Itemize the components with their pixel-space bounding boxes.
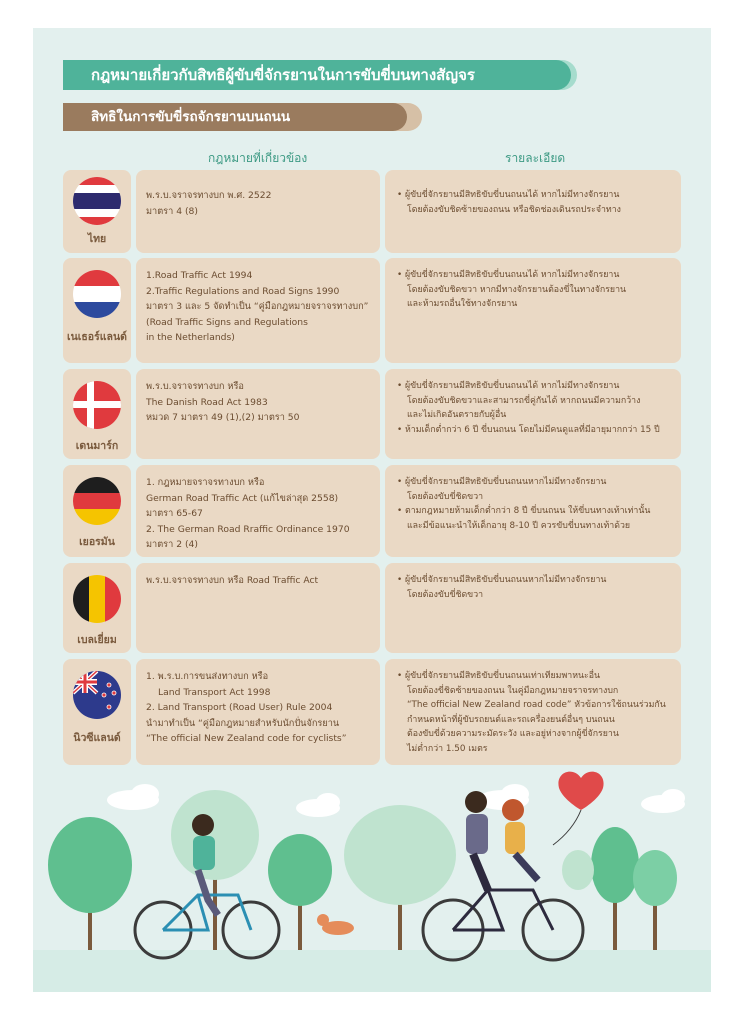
- table-row: [63, 465, 681, 557]
- detail-text: ต้องขับขี่ด้วยความระมัดระวัง และอยู่ห่างจากผู้ขี่จักรยาน: [407, 729, 619, 739]
- flag-cell: [63, 170, 131, 253]
- detail-text: โดยต้องขับชิดซ้ายของถนน หรือชิดช่องเดินรถประจำทาง: [407, 204, 621, 215]
- flag-cell: [63, 465, 131, 557]
- table-row: [63, 170, 681, 253]
- detail-text: โดยต้องขี่ชิดซ้ายของถนน ในคู่มือกฎหมายจราจรทางบก: [407, 685, 619, 696]
- detail-text: • ห้ามเด็กต่ำกว่า 6 ปี ขี่บนถนน โดยไม่มีคนดูแลที่มีอายุมากกว่า 15 ปี: [397, 424, 660, 435]
- detail-text: ไม่ต่ำกว่า 1.50 เมตร: [407, 743, 488, 754]
- country-name: เดนมาร์ก: [75, 440, 119, 452]
- law-text: มาตรา 2 (4): [146, 539, 198, 550]
- country-name: เนเธอร์แลนด์: [67, 331, 127, 343]
- germany-flag-icon: [73, 477, 121, 525]
- detail-cell: [385, 258, 681, 363]
- column-header-detail: รายละเอียด: [505, 151, 566, 165]
- detail-text: • ผู้ขับขี่จักรยานมีสิทธิขับขี่บนถนนได้ หากไม่มีทางจักรยาน: [397, 190, 620, 200]
- table-row: [63, 659, 681, 765]
- cyclists-illustration: [33, 770, 711, 992]
- detail-text: และห้ามรถอื่นใช้ทางจักรยาน: [407, 299, 518, 309]
- law-text: พ.ร.บ.จราจรทางบก พ.ศ. 2522: [146, 190, 272, 201]
- detail-text: กำหนดหน้าที่ผู้ขับรถยนต์และรถเครื่องยนต์อื่นๆ บนถนน: [407, 714, 615, 725]
- detail-cell: [385, 659, 681, 765]
- law-cell: [136, 465, 380, 557]
- detail-text: • ผู้ขับขี่จักรยานมีสิทธิขับขี่บนถนนเท่าเทียมพาหนะอื่น: [397, 671, 601, 681]
- detail-text: • ผู้ขับขี่จักรยานมีสิทธิขับขี่บนถนนได้ หากไม่มีทางจักรยาน: [397, 381, 620, 391]
- law-text: 2.Traffic Regulations and Road Signs 1990: [146, 285, 340, 297]
- law-text: 1. พ.ร.บ.การขนส่งทางบก หรือ: [146, 671, 269, 682]
- law-cell: [136, 258, 380, 363]
- law-cell: [136, 563, 380, 653]
- page-title: กฎหมายเกี่ยวกับสิทธิผู้ขับขี่จักรยานในการขับขี่บนทางสัญจร: [63, 60, 571, 90]
- detail-text: และมีข้อแนะนำให้เด็กอายุ 8-10 ปี ควรขับขี่บนทางเท้าด้วย: [407, 520, 631, 531]
- flag-cell: [63, 369, 131, 459]
- detail-text: และไม่เกิดอันตรายกับผู้อื่น: [407, 410, 507, 420]
- detail-text: “The official New Zealand road code” หัวข้อการใช้ถนนร่วมกัน: [407, 700, 666, 710]
- country-name: เยอรมัน: [79, 536, 115, 548]
- law-text: มาตรา 4 (8): [146, 205, 198, 217]
- law-text: (Road Traffic Signs and Regulations: [146, 316, 308, 328]
- law-text: 1. กฎหมายจราจรทางบก หรือ: [146, 477, 265, 488]
- law-text: พ.ร.บ.จราจรทางบก หรือ: [146, 381, 244, 392]
- law-text: in the Netherlands): [146, 332, 235, 343]
- country-name: เบลเยี่ยม: [77, 634, 117, 646]
- belgium-flag-icon: [73, 575, 121, 623]
- table-row: [63, 258, 681, 363]
- new-zealand-flag-icon: [73, 671, 121, 719]
- detail-cell: [385, 369, 681, 459]
- law-text: หมวด 7 มาตรา 49 (1),(2) มาตรา 50: [146, 412, 300, 423]
- law-text: พ.ร.บ.จราจรทางบก หรือ Road Traffic Act: [146, 575, 319, 586]
- detail-cell: [385, 563, 681, 653]
- law-text: 2. Land Transport (Road User) Rule 2004: [146, 702, 333, 713]
- law-text: มาตรา 65-67: [146, 508, 203, 519]
- section-subtitle: สิทธิในการขับขี่รถจักรยานบนถนน: [63, 103, 407, 131]
- law-text: 1.Road Traffic Act 1994: [146, 270, 253, 281]
- law-text: German Road Traffic Act (แก้ไขล่าสุด 2558): [146, 492, 339, 504]
- table-row: [63, 369, 681, 459]
- detail-text: โดยต้องขับขี่ชิดขวา: [407, 491, 484, 502]
- law-text: 2. The German Road Rraffic Ordinance 1970: [146, 523, 350, 535]
- bicycle-icon: [423, 890, 583, 960]
- law-cell: [136, 659, 380, 765]
- law-text: “The official New Zealand code for cyclists”: [146, 733, 347, 744]
- detail-cell: [385, 170, 681, 253]
- denmark-flag-icon: [73, 381, 121, 429]
- detail-cell: [385, 465, 681, 557]
- detail-text: • ตามกฎหมายห้ามเด็กต่ำกว่า 8 ปี ขี่บนถนน ให้ขี่บนทางเท้าเท่านั้น: [397, 506, 651, 516]
- flag-cell: [63, 659, 131, 765]
- detail-text: • ผู้ขับขี่จักรยานมีสิทธิขับขี่บนถนนได้ หากไม่มีทางจักรยาน: [397, 270, 620, 280]
- detail-text: • ผู้ขับขี่จักรยานมีสิทธิขับขี่บนถนนหากไม่มีทางจักรยาน: [397, 575, 607, 585]
- heart-balloon-icon: [553, 772, 604, 845]
- column-header-law: กฎหมายที่เกี่ยวข้อง: [208, 151, 308, 165]
- flag-cell: [63, 258, 131, 363]
- law-text: The Danish Road Act 1983: [146, 396, 268, 408]
- law-cell: [136, 170, 380, 253]
- law-text: มาตรา 3 และ 5 จัดทำเป็น “คู่มือกฎหมายจราจรทางบก”: [146, 301, 369, 312]
- detail-text: โดยต้องขับชิดขวา หากมีทางจักรยานต้องขี่ในทางจักรยาน: [407, 284, 627, 295]
- country-name: นิวซีแลนด์: [73, 732, 121, 744]
- law-text: Land Transport Act 1998: [158, 686, 271, 698]
- detail-text: โดยต้องขับชิดขวาและสามารถขี่คู่กันได้ หากถนนมีความกว้าง: [407, 395, 641, 406]
- thailand-flag-icon: [73, 177, 121, 225]
- law-text: นำมาทำเป็น “คู่มือกฎหมายสำหรับนักปั่นจักรยาน: [146, 717, 340, 729]
- detail-text: • ผู้ขับขี่จักรยานมีสิทธิขับขี่บนถนนหากไม่มีทางจักรยาน: [397, 477, 607, 487]
- flag-cell: [63, 563, 131, 653]
- table-row: [63, 563, 681, 653]
- netherlands-flag-icon: [73, 270, 121, 318]
- law-cell: [136, 369, 380, 459]
- detail-text: โดยต้องขับขี่ชิดขวา: [407, 589, 484, 600]
- dog-icon: [317, 914, 354, 935]
- country-name: ไทย: [87, 233, 107, 245]
